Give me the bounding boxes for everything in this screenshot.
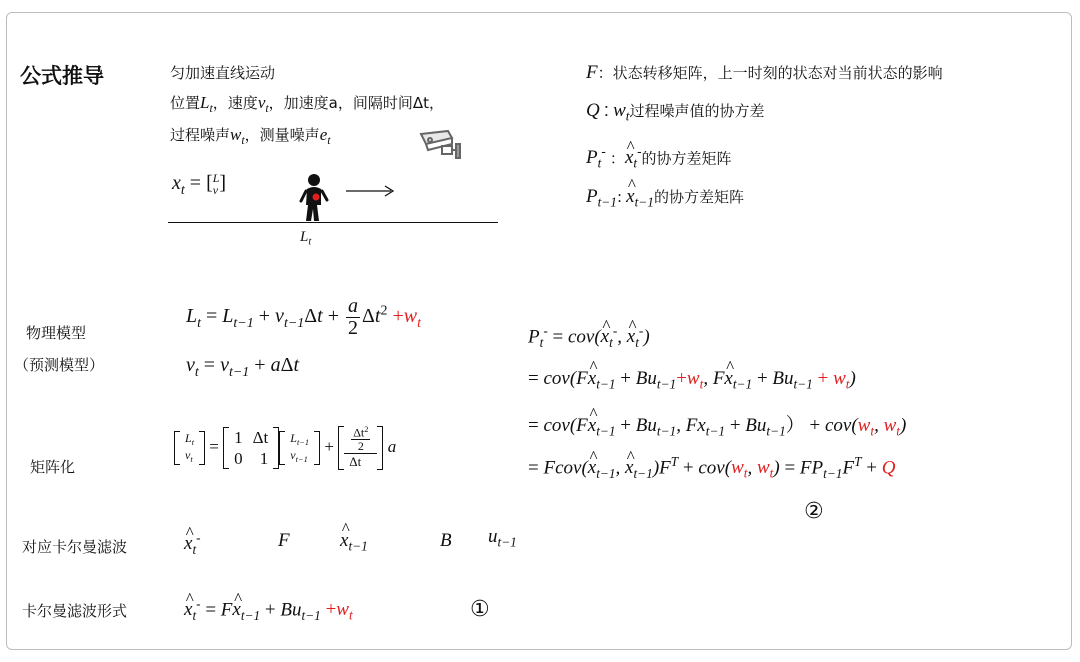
label-matrix: 矩阵化 [30,458,76,476]
person-icon [297,173,331,223]
equation-matrix-form: $L_t$ $v_t$ = 1 Δt 0 1 $L_{t-1}$ $v_{t-1}$ + $\frac{\Delta t^2}{2}$ Δt a [174,426,396,470]
kalman-x-prev: ^ $x_{t-1}$ [340,530,368,555]
arrow-right-icon [345,184,395,198]
def-Q: Q : $w_t$过程噪声值的协方差 [586,100,765,124]
kalman-F: F [278,530,290,551]
label-prediction: （预测模型） [14,356,105,374]
cov-line-2: = cov(F^ $x_{t-1} + Bu_{t-1}+w_t$, F^ $x_{t-1} + Bu_{t-1} + w_t$) [528,368,856,393]
kalman-x-prior: ^ $x_t^-$ [184,530,201,558]
kalman-u: $u_{t-1}$ [488,526,517,550]
page-title: 公式推导 [20,64,104,88]
intro-line-1: 匀加速直线运动 [170,64,276,82]
marker-two: ② [804,498,824,523]
marker-one: ① [470,596,490,621]
cov-line-4: = Fcov(^ $x_{t-1}$, ^ $x_{t-1})F^T + cov(w_t$, $w_t) = FP_{t-1}F^T + Q$ [528,454,895,482]
kalman-B: B [440,530,452,551]
def-Pt1: $P_{t-1}$: ^ $x_{t-1}$的协方差矩阵 [586,186,744,211]
label-kalman-form: 卡尔曼滤波形式 [22,602,128,620]
camera-icon [418,128,462,162]
cov-line-1: $P_t^-$ = cov(^ $x_t^-$, ^ $x_t^-$) [528,323,650,351]
intro-line-2: 位置$L_t$，速度$v_t$，加速度a，间隔时间Δt， [170,93,445,116]
def-Pt: $P_t^-$ ：^ $x_t^-$的协方差矩阵 [586,144,732,172]
state-vector: $x_t$ = [ L v ] [172,171,227,198]
equation-position: $L_t = L_{t-1} + v_{t-1}\Delta t$ + $\frac{a}{2}$ $\Delta t^2 +w_t$ [186,295,421,339]
label-physics: 物理模型 [26,324,87,342]
def-F: F：状态转移矩阵，上一时刻的状态对当前状态的影响 [586,62,943,83]
label-kalman-map: 对应卡尔曼滤波 [22,538,128,556]
ground-label: $L_t$ [300,229,312,248]
equation-kalman-predict: ^ $x_t^-$ = F^ $x_{t-1} + Bu_{t-1} +w_t$ [184,596,353,624]
equation-velocity: $v_t = v_{t-1} + a\Delta t$ [186,354,300,380]
ground-line [168,222,498,223]
intro-line-3: 过程噪声$w_t$，测量噪声$e_t$ [170,125,331,148]
cov-line-3: = cov(F^ $x_{t-1} + Bu_{t-1}$, $Fx_{t-1} + Bu_{t-1}) + cov(w_t$, $w_t$) [528,410,906,440]
